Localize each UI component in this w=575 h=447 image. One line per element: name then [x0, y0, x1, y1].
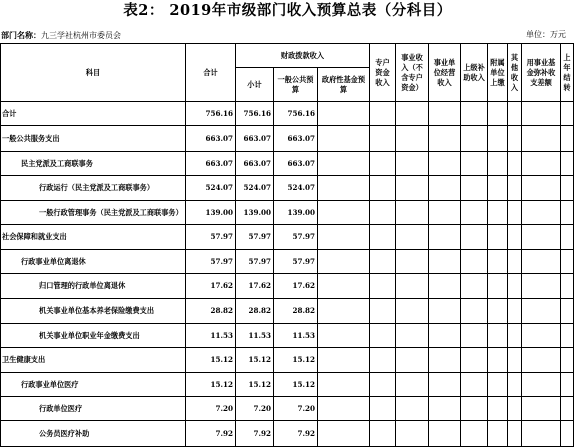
header-row-1 — [1, 44, 574, 68]
row-empty-cell — [429, 299, 461, 324]
row-subject: 一般行政管理事务（民主党派及工商联事务） — [1, 201, 186, 225]
row-empty-cell — [561, 152, 574, 176]
row-general-budget: 57.97 — [274, 250, 318, 274]
header-subsidy-income: 上级补助收入 — [461, 44, 488, 102]
row-empty-cell — [370, 348, 396, 373]
row-total: 7.92 — [186, 421, 236, 447]
row-empty-cell — [429, 421, 461, 447]
table-row — [1, 324, 574, 348]
row-empty-cell — [522, 348, 561, 373]
header-operating-income: 事业单位经营收入 — [429, 44, 461, 102]
table-row — [1, 421, 574, 447]
row-empty-cell — [522, 274, 561, 299]
row-empty-cell — [318, 299, 370, 324]
row-total: 756.16 — [186, 102, 236, 126]
row-empty-cell — [508, 152, 522, 176]
row-empty-cell — [318, 324, 370, 348]
row-empty-cell — [461, 324, 488, 348]
row-subtotal: 663.07 — [236, 152, 274, 176]
row-empty-cell — [508, 274, 522, 299]
row-subject: 机关事业单位职业年金缴费支出 — [1, 324, 186, 348]
row-empty-cell — [488, 201, 508, 225]
table-row — [1, 225, 574, 250]
row-general-budget: 28.82 — [274, 299, 318, 324]
row-subtotal: 17.62 — [236, 274, 274, 299]
row-total: 663.07 — [186, 152, 236, 176]
row-empty-cell — [370, 397, 396, 421]
row-empty-cell — [396, 373, 429, 397]
row-empty-cell — [318, 421, 370, 447]
row-empty-cell — [318, 373, 370, 397]
row-empty-cell — [488, 176, 508, 201]
row-empty-cell — [396, 201, 429, 225]
row-empty-cell — [318, 176, 370, 201]
row-subtotal: 11.53 — [236, 324, 274, 348]
row-empty-cell — [461, 421, 488, 447]
row-empty-cell — [370, 126, 396, 152]
row-empty-cell — [488, 348, 508, 373]
row-subject: 行政单位医疗 — [1, 397, 186, 421]
table-body — [1, 102, 574, 447]
row-general-budget: 663.07 — [274, 152, 318, 176]
row-empty-cell — [396, 421, 429, 447]
row-subtotal: 15.12 — [236, 348, 274, 373]
row-empty-cell — [522, 126, 561, 152]
header-gov-fund: 政府性基金预算 — [318, 68, 370, 102]
row-empty-cell — [396, 274, 429, 299]
header-carryover-fund: 用事业基金弥补收支差额 — [522, 44, 561, 102]
row-subtotal: 7.92 — [236, 421, 274, 447]
row-general-budget: 756.16 — [274, 102, 318, 126]
row-empty-cell — [461, 201, 488, 225]
row-empty-cell — [508, 348, 522, 373]
table-row — [1, 102, 574, 126]
row-subtotal: 663.07 — [236, 126, 274, 152]
row-empty-cell — [396, 126, 429, 152]
row-empty-cell — [508, 421, 522, 447]
budget-table — [0, 43, 574, 447]
row-empty-cell — [522, 201, 561, 225]
row-empty-cell — [318, 201, 370, 225]
row-empty-cell — [561, 299, 574, 324]
row-subject: 民主党派及工商联事务 — [1, 152, 186, 176]
row-empty-cell — [561, 102, 574, 126]
row-total: 11.53 — [186, 324, 236, 348]
row-empty-cell — [522, 176, 561, 201]
row-empty-cell — [370, 176, 396, 201]
row-empty-cell — [318, 152, 370, 176]
row-empty-cell — [429, 274, 461, 299]
row-empty-cell — [508, 102, 522, 126]
row-empty-cell — [508, 324, 522, 348]
row-subtotal: 7.20 — [236, 397, 274, 421]
row-empty-cell — [396, 250, 429, 274]
row-general-budget: 524.07 — [274, 176, 318, 201]
row-empty-cell — [522, 250, 561, 274]
row-subject: 公务员医疗补助 — [1, 421, 186, 447]
table-row — [1, 299, 574, 324]
row-general-budget: 15.12 — [274, 373, 318, 397]
row-total: 15.12 — [186, 373, 236, 397]
unit-label: 单位：万元 — [526, 30, 566, 39]
row-subtotal: 57.97 — [236, 225, 274, 250]
row-empty-cell — [488, 274, 508, 299]
row-subject: 行政事业单位离退休 — [1, 250, 186, 274]
header-business-income: 事业收入（不含专户资金） — [396, 44, 429, 102]
row-total: 663.07 — [186, 126, 236, 152]
row-subtotal: 57.97 — [236, 250, 274, 274]
row-empty-cell — [318, 397, 370, 421]
row-empty-cell — [429, 126, 461, 152]
row-general-budget: 7.20 — [274, 397, 318, 421]
department-name: 九三学社杭州市委员会 — [41, 31, 121, 40]
row-empty-cell — [396, 152, 429, 176]
row-empty-cell — [429, 102, 461, 126]
row-subject: 行政事业单位医疗 — [1, 373, 186, 397]
row-empty-cell — [561, 373, 574, 397]
row-empty-cell — [488, 324, 508, 348]
row-empty-cell — [318, 102, 370, 126]
header-special-funds: 专户资金收入 — [370, 44, 396, 102]
table-row — [1, 250, 574, 274]
row-empty-cell — [429, 324, 461, 348]
row-subtotal: 28.82 — [236, 299, 274, 324]
row-empty-cell — [508, 250, 522, 274]
row-total: 7.20 — [186, 397, 236, 421]
row-empty-cell — [561, 225, 574, 250]
row-empty-cell — [370, 250, 396, 274]
row-empty-cell — [561, 176, 574, 201]
row-empty-cell — [508, 225, 522, 250]
row-subject: 社会保障和就业支出 — [1, 225, 186, 250]
row-empty-cell — [396, 225, 429, 250]
row-general-budget: 15.12 — [274, 348, 318, 373]
row-empty-cell — [370, 201, 396, 225]
row-total: 524.07 — [186, 176, 236, 201]
row-empty-cell — [561, 348, 574, 373]
row-subject: 归口管理的行政单位离退休 — [1, 274, 186, 299]
row-general-budget: 11.53 — [274, 324, 318, 348]
row-total: 57.97 — [186, 225, 236, 250]
row-empty-cell — [461, 225, 488, 250]
row-empty-cell — [522, 421, 561, 447]
row-empty-cell — [396, 102, 429, 126]
department-line — [1, 30, 121, 41]
table-row — [1, 373, 574, 397]
row-empty-cell — [508, 126, 522, 152]
row-empty-cell — [522, 373, 561, 397]
row-empty-cell — [318, 274, 370, 299]
row-empty-cell — [461, 274, 488, 299]
header-subject: 科目 — [1, 44, 186, 102]
row-general-budget: 7.92 — [274, 421, 318, 447]
row-empty-cell — [488, 397, 508, 421]
header-total: 合计 — [186, 44, 236, 102]
row-empty-cell — [429, 348, 461, 373]
table-row — [1, 348, 574, 373]
row-empty-cell — [461, 299, 488, 324]
row-empty-cell — [508, 299, 522, 324]
row-general-budget: 663.07 — [274, 126, 318, 152]
row-total: 28.82 — [186, 299, 236, 324]
row-empty-cell — [561, 250, 574, 274]
row-empty-cell — [318, 126, 370, 152]
row-empty-cell — [370, 274, 396, 299]
table-row — [1, 152, 574, 176]
header-fiscal-group: 财政拨款收入 — [236, 44, 370, 68]
header-other-income: 其他收入 — [508, 44, 522, 102]
row-empty-cell — [429, 225, 461, 250]
row-empty-cell — [318, 348, 370, 373]
table-row — [1, 274, 574, 299]
row-empty-cell — [561, 421, 574, 447]
row-empty-cell — [370, 324, 396, 348]
row-empty-cell — [370, 373, 396, 397]
row-empty-cell — [396, 348, 429, 373]
row-total: 139.00 — [186, 201, 236, 225]
report-title: 表2： 2019年市级部门收入预算总表（分科目） — [123, 2, 452, 19]
row-empty-cell — [488, 102, 508, 126]
row-empty-cell — [370, 299, 396, 324]
row-empty-cell — [318, 225, 370, 250]
row-empty-cell — [561, 126, 574, 152]
row-empty-cell — [396, 324, 429, 348]
row-empty-cell — [522, 102, 561, 126]
row-subtotal: 139.00 — [236, 201, 274, 225]
row-subject: 合计 — [1, 102, 186, 126]
row-empty-cell — [508, 373, 522, 397]
row-empty-cell — [461, 373, 488, 397]
table-row — [1, 176, 574, 201]
row-total: 17.62 — [186, 274, 236, 299]
row-empty-cell — [396, 176, 429, 201]
department-label: 部门名称： — [1, 30, 41, 40]
row-total: 15.12 — [186, 348, 236, 373]
row-empty-cell — [508, 201, 522, 225]
row-empty-cell — [488, 152, 508, 176]
row-empty-cell — [561, 324, 574, 348]
row-subject: 卫生健康支出 — [1, 348, 186, 373]
row-subtotal: 15.12 — [236, 373, 274, 397]
row-empty-cell — [429, 201, 461, 225]
row-empty-cell — [370, 102, 396, 126]
row-empty-cell — [429, 152, 461, 176]
row-subject: 行政运行（民主党派及工商联事务） — [1, 176, 186, 201]
row-empty-cell — [522, 152, 561, 176]
table-row — [1, 201, 574, 225]
row-general-budget: 57.97 — [274, 225, 318, 250]
row-empty-cell — [461, 397, 488, 421]
row-empty-cell — [561, 274, 574, 299]
row-empty-cell — [561, 397, 574, 421]
header-general-budget: 一般公共预算 — [274, 68, 318, 102]
row-empty-cell — [561, 201, 574, 225]
row-subject: 一般公共服务支出 — [1, 126, 186, 152]
row-empty-cell — [461, 102, 488, 126]
row-empty-cell — [522, 324, 561, 348]
row-empty-cell — [370, 152, 396, 176]
row-empty-cell — [488, 373, 508, 397]
row-empty-cell — [461, 348, 488, 373]
row-empty-cell — [508, 176, 522, 201]
row-subtotal: 756.16 — [236, 102, 274, 126]
row-empty-cell — [488, 126, 508, 152]
row-empty-cell — [396, 299, 429, 324]
header-prior-balance: 上年结转 — [561, 44, 574, 102]
row-empty-cell — [488, 225, 508, 250]
row-empty-cell — [488, 421, 508, 447]
row-empty-cell — [429, 397, 461, 421]
row-empty-cell — [522, 397, 561, 421]
row-empty-cell — [461, 152, 488, 176]
row-subtotal: 524.07 — [236, 176, 274, 201]
row-empty-cell — [508, 397, 522, 421]
row-total: 57.97 — [186, 250, 236, 274]
row-empty-cell — [396, 397, 429, 421]
row-empty-cell — [461, 250, 488, 274]
table-row — [1, 126, 574, 152]
header-subtotal: 小计 — [236, 68, 274, 102]
header-affiliated-income: 附属单位上缴 — [488, 44, 508, 102]
row-empty-cell — [522, 299, 561, 324]
row-general-budget: 17.62 — [274, 274, 318, 299]
row-empty-cell — [370, 225, 396, 250]
row-empty-cell — [429, 176, 461, 201]
row-empty-cell — [522, 225, 561, 250]
row-empty-cell — [370, 421, 396, 447]
row-empty-cell — [429, 373, 461, 397]
row-empty-cell — [488, 250, 508, 274]
table-row — [1, 397, 574, 421]
row-empty-cell — [488, 299, 508, 324]
row-empty-cell — [461, 176, 488, 201]
row-empty-cell — [318, 250, 370, 274]
row-subject: 机关事业单位基本养老保险缴费支出 — [1, 299, 186, 324]
row-general-budget: 139.00 — [274, 201, 318, 225]
row-empty-cell — [429, 250, 461, 274]
row-empty-cell — [461, 126, 488, 152]
